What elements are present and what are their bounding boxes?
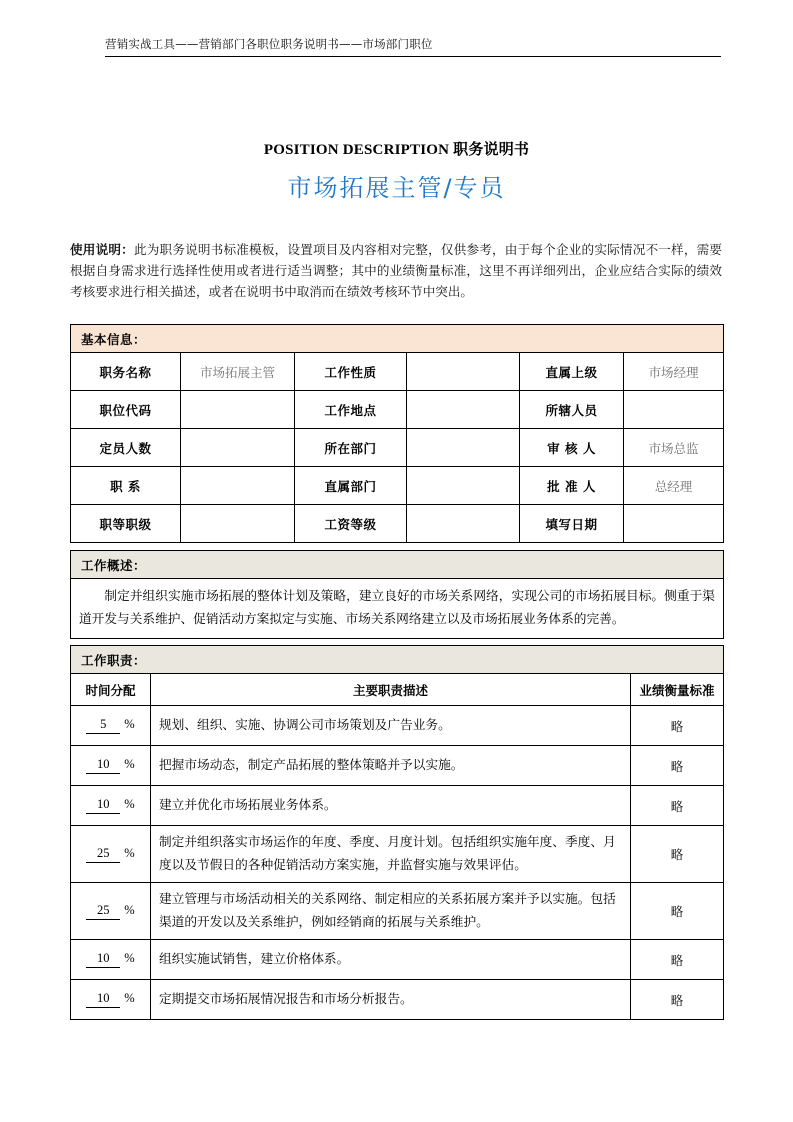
duty-metric: 略 bbox=[631, 940, 724, 980]
field-label: 职等职级 bbox=[71, 505, 181, 543]
overview-band-row bbox=[71, 551, 724, 579]
field-label: 直属部门 bbox=[295, 467, 407, 505]
document-title-chinese: 市场拓展主管/专员 bbox=[287, 174, 506, 202]
document-title-english: POSITION DESCRIPTION 职务说明书 bbox=[263, 142, 530, 158]
field-label: 批 准 人 bbox=[520, 467, 624, 505]
usage-note-lead: 使用说明： bbox=[70, 243, 134, 257]
column-header-metric: 业绩衡量标准 bbox=[631, 674, 724, 706]
field-label: 职位代码 bbox=[71, 391, 181, 429]
basic-info-table bbox=[70, 324, 724, 543]
field-value[interactable] bbox=[624, 391, 724, 429]
percent-sign: % bbox=[124, 757, 135, 771]
duties-band-label: 工作职责： bbox=[71, 646, 724, 674]
duties-table bbox=[70, 645, 724, 1020]
field-value[interactable]: 市场经理 bbox=[624, 353, 724, 391]
overview-band-label: 工作概述： bbox=[71, 551, 724, 579]
table-row bbox=[71, 826, 724, 883]
table-row bbox=[71, 429, 724, 467]
overview-body-row bbox=[71, 579, 724, 639]
usage-note-text: 此为职务说明书标准模板，设置项目及内容相对完整，仅供参考，由于每个企业的实际情况不一样，需要根据自身需求进行选择性使用或者进行适当调整；其中的业绩衡量标准，这里不再详细列出，企业应结合实际的绩效考核要求进行相关描述，或者在说明书中取消而在绩效考核环节中突出。 bbox=[70, 243, 723, 299]
percent-sign: % bbox=[124, 717, 135, 731]
duty-description: 组织实施试销售，建立价格体系。 bbox=[151, 940, 631, 980]
field-value[interactable] bbox=[181, 391, 295, 429]
table-row bbox=[71, 505, 724, 543]
field-label: 职务名称 bbox=[71, 353, 181, 391]
duty-time-allocation[interactable] bbox=[71, 706, 151, 746]
basic-info-band-row bbox=[71, 325, 724, 353]
field-value[interactable] bbox=[407, 391, 520, 429]
percent-sign: % bbox=[124, 951, 135, 965]
field-label: 工作地点 bbox=[295, 391, 407, 429]
table-row bbox=[71, 706, 724, 746]
field-value[interactable] bbox=[407, 505, 520, 543]
duty-time-allocation[interactable] bbox=[71, 883, 151, 940]
percent-sign: % bbox=[124, 797, 135, 811]
table-row bbox=[71, 980, 724, 1020]
duty-percent-value: 25 bbox=[86, 903, 120, 920]
field-label: 所辖人员 bbox=[520, 391, 624, 429]
percent-sign: % bbox=[124, 991, 135, 1005]
field-value[interactable]: 市场总监 bbox=[624, 429, 724, 467]
duty-time-allocation[interactable] bbox=[71, 826, 151, 883]
field-value[interactable] bbox=[407, 429, 520, 467]
duty-metric: 略 bbox=[631, 746, 724, 786]
field-value[interactable]: 总经理 bbox=[624, 467, 724, 505]
page-running-header bbox=[105, 36, 721, 57]
duty-metric: 略 bbox=[631, 883, 724, 940]
overview-body-text: 制定并组织实施市场拓展的整体计划及策略，建立良好的市场关系网络，实现公司的市场拓展目标。侧重于渠道开发与关系维护、促销活动方案拟定与实施、市场关系网络建立以及市场拓展业务体系的完善。 bbox=[71, 579, 724, 639]
table-row bbox=[71, 883, 724, 940]
duty-percent-value: 10 bbox=[86, 991, 120, 1008]
field-label: 所在部门 bbox=[295, 429, 407, 467]
duty-description: 建立管理与市场活动相关的关系网络、制定相应的关系拓展方案并予以实施。包括渠道的开发以及关系维护，例如经销商的拓展与关系维护。 bbox=[151, 883, 631, 940]
table-row bbox=[71, 391, 724, 429]
table-row bbox=[71, 940, 724, 980]
field-label: 工资等级 bbox=[295, 505, 407, 543]
work-overview-table bbox=[70, 550, 724, 639]
table-row bbox=[71, 746, 724, 786]
duty-time-allocation[interactable] bbox=[71, 746, 151, 786]
duty-percent-value: 10 bbox=[86, 757, 120, 774]
field-value[interactable] bbox=[624, 505, 724, 543]
field-value[interactable] bbox=[181, 505, 295, 543]
field-label: 工作性质 bbox=[295, 353, 407, 391]
duties-band-row bbox=[71, 646, 724, 674]
duty-description: 定期提交市场拓展情况报告和市场分析报告。 bbox=[151, 980, 631, 1020]
field-value[interactable] bbox=[407, 467, 520, 505]
duty-time-allocation[interactable] bbox=[71, 940, 151, 980]
duty-description: 规划、组织、实施、协调公司市场策划及广告业务。 bbox=[151, 706, 631, 746]
usage-note bbox=[70, 240, 722, 303]
field-label: 审 核 人 bbox=[520, 429, 624, 467]
duties-header-row bbox=[71, 674, 724, 706]
field-value[interactable] bbox=[407, 353, 520, 391]
duty-percent-value: 25 bbox=[86, 846, 120, 863]
percent-sign: % bbox=[124, 845, 135, 860]
duty-description: 建立并优化市场拓展业务体系。 bbox=[151, 786, 631, 826]
duty-metric: 略 bbox=[631, 980, 724, 1020]
duty-percent-value: 5 bbox=[86, 717, 120, 734]
duty-metric: 略 bbox=[631, 786, 724, 826]
field-value[interactable] bbox=[181, 467, 295, 505]
duty-description: 把握市场动态，制定产品拓展的整体策略并予以实施。 bbox=[151, 746, 631, 786]
header-rule bbox=[105, 56, 721, 57]
column-header-description: 主要职责描述 bbox=[151, 674, 631, 706]
duty-time-allocation[interactable] bbox=[71, 786, 151, 826]
duty-metric: 略 bbox=[631, 706, 724, 746]
field-value[interactable]: 市场拓展主管 bbox=[181, 353, 295, 391]
field-label: 定员人数 bbox=[71, 429, 181, 467]
duty-time-allocation[interactable] bbox=[71, 980, 151, 1020]
field-label: 直属上级 bbox=[520, 353, 624, 391]
table-row bbox=[71, 786, 724, 826]
field-label: 填写日期 bbox=[520, 505, 624, 543]
field-value[interactable] bbox=[181, 429, 295, 467]
duty-description: 制定并组织落实市场运作的年度、季度、月度计划。包括组织实施年度、季度、月度以及节假日的各种促销活动方案实施，并监督实施与效果评估。 bbox=[151, 826, 631, 883]
field-label: 职 系 bbox=[71, 467, 181, 505]
running-head-text: 营销实战工具——营销部门各职位职务说明书——市场部门职位 bbox=[105, 37, 433, 51]
basic-info-band-label: 基本信息： bbox=[71, 325, 724, 353]
duty-percent-value: 10 bbox=[86, 797, 120, 814]
duty-percent-value: 10 bbox=[86, 951, 120, 968]
table-row bbox=[71, 467, 724, 505]
column-header-time-allocation: 时间分配 bbox=[71, 674, 151, 706]
table-row bbox=[71, 353, 724, 391]
duty-metric: 略 bbox=[631, 826, 724, 883]
percent-sign: % bbox=[124, 902, 135, 917]
